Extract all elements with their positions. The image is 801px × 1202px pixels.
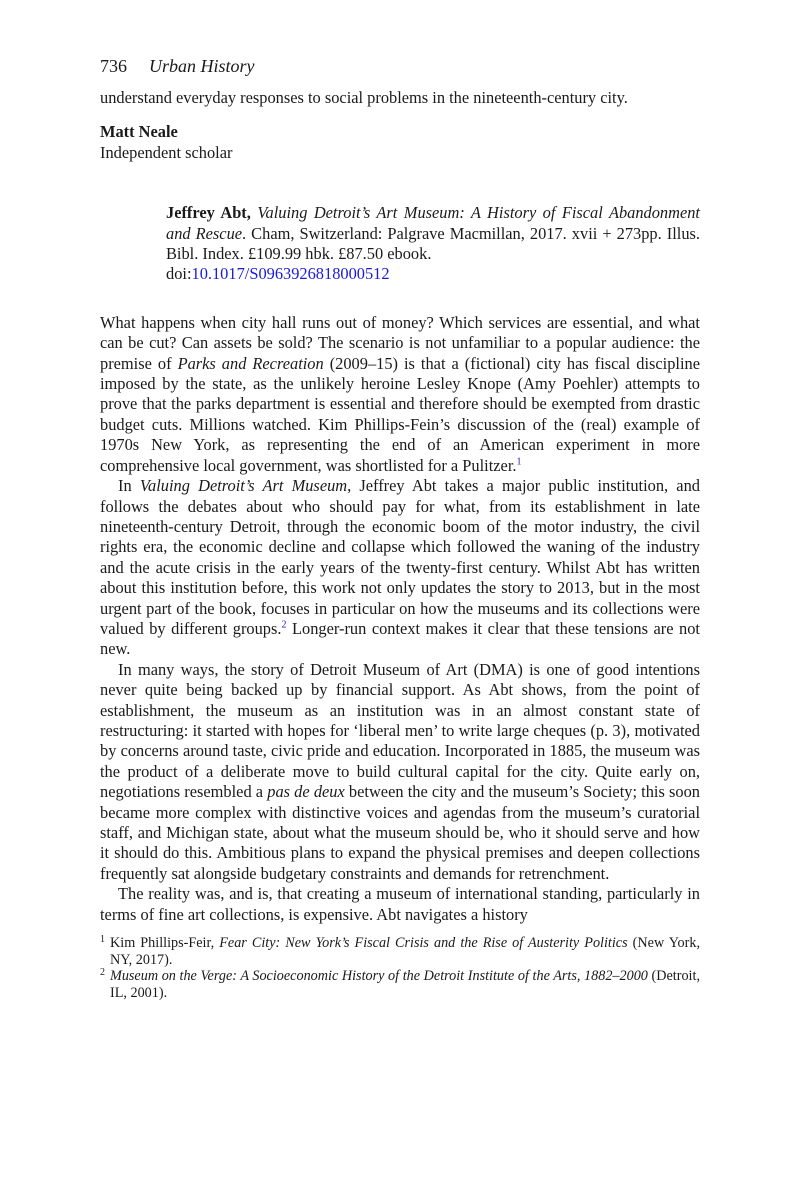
- footnote-ref[interactable]: 2: [281, 619, 287, 631]
- italic-text: Museum on the Verge: A Socioeconomic History of the Detroit Institute of the Arts, 1882–2000: [110, 968, 648, 985]
- reviewer-block: [100, 122, 700, 163]
- footnote: [100, 935, 700, 968]
- paragraph: [100, 313, 700, 476]
- text: (Detroit, IL, 2001).: [110, 968, 700, 1001]
- text: What happens when city hall runs out of money? Which services are essential, and what can be cut? Can assets be sold? The scenario is not unfamiliar to a popular audience: the premise of: [100, 312, 700, 373]
- paragraph: [100, 660, 700, 884]
- book-title: Valuing Detroit’s Art Museum: A History of Fiscal Abandonment and Rescue: [166, 203, 700, 243]
- text: Longer-run context makes it clear that these tensions are not new.: [100, 618, 700, 659]
- text: between the city and the museum’s Society; this soon became more complex with distinctive voices and agendas from the museum’s curatorial staff, and Michigan state, about what the museum should be, who it should serve and how it should do this. Ambitious plans to expand the physical premises and deepen collections frequently sat alongside budgetary constraints and demands for retrenchment.: [100, 782, 700, 883]
- running-header: [100, 54, 700, 78]
- reviewer-name: Matt Neale: [100, 122, 178, 142]
- text: The reality was, and is, that creating a museum of international standing, particularly in terms of fine art collections, is expensive. Abt navigates a history: [100, 884, 700, 924]
- book-citation: [166, 203, 700, 285]
- paragraph: [100, 884, 700, 925]
- italic-text: pas de deux: [267, 782, 345, 802]
- footnote: [100, 968, 700, 1001]
- footnote-number: 1: [100, 934, 105, 946]
- text: (New York, NY, 2017).: [110, 935, 700, 968]
- text: In many ways, the story of Detroit Museum of Art (DMA) is one of good intentions never quite being backed up by financial support. As Abt shows, from the point of establishment, the museum as an institution was in an almost constant state of restructuring: it started with hopes for ‘liberal men’ to write large cheques (p. 3), motivated by concerns around taste, civic pride and education. Incorporated in 1885, the museum was the product of a deliberate move to build cultural capital for the city. Quite early on, negotiations resembled a: [100, 659, 700, 802]
- doi-line: [166, 264, 390, 283]
- text: In: [118, 476, 140, 496]
- footnote-number: 2: [100, 967, 105, 979]
- page-number: 736: [100, 56, 127, 76]
- footnotes: [100, 935, 700, 1001]
- text: , Jeffrey Abt takes a major public institution, and follows the debates about who should pay for what, from its establishment in late nineteenth-century Detroit, through the economic boom of the motor industry, the civil rights era, the economic decline and collapse which followed the waning of the industry and the acute crisis in the early years of the twenty-first century. Whilst Abt has written about this institution before, this work not only updates the story to 2013, but in the most urgent part of the book, focuses in particular on how the museums and its collections were valued by different groups.: [100, 476, 700, 638]
- text: Kim Phillips-Feir,: [110, 935, 220, 952]
- doi-link[interactable]: 10.1017/S0963926818000512: [191, 264, 390, 284]
- footnote-ref[interactable]: 1: [516, 456, 522, 468]
- review-body: [100, 313, 700, 925]
- doi-prefix: doi:: [166, 264, 192, 284]
- italic-text: Valuing Detroit’s Art Museum: [139, 476, 348, 496]
- paragraph: [100, 476, 700, 660]
- journal-title: Urban History: [149, 56, 255, 76]
- reviewer-affiliation: Independent scholar: [100, 142, 233, 162]
- italic-text: Fear City: New York’s Fiscal Crisis and the Rise of Austerity Politics: [219, 935, 628, 952]
- page: [100, 54, 700, 1001]
- book-author: Jeffrey Abt,: [166, 203, 251, 223]
- previous-review-ending: understand everyday responses to social problems in the nineteenth-century city.: [100, 88, 628, 107]
- book-details: . Cham, Switzerland: Palgrave Macmillan, 2017. xvii + 273pp. Illus. Bibl. Index. £109.99 hbk. £87.50 ebook.: [166, 223, 700, 264]
- italic-text: Parks and Recreation: [177, 353, 324, 373]
- text: (2009–15) is that a (fictional) city has fiscal discipline imposed by the state, as the unlikely heroine Lesley Knope (Amy Poehler) attempts to prove that the parks department is essential and therefore should be exempted from drastic budget cuts. Millions watched. Kim Phillips-Fein’s discussion of the (real) example of 1970s New York, as representing the end of an American experiment in more comprehensive local government, was shortlisted for a Pulitzer.: [100, 353, 700, 475]
